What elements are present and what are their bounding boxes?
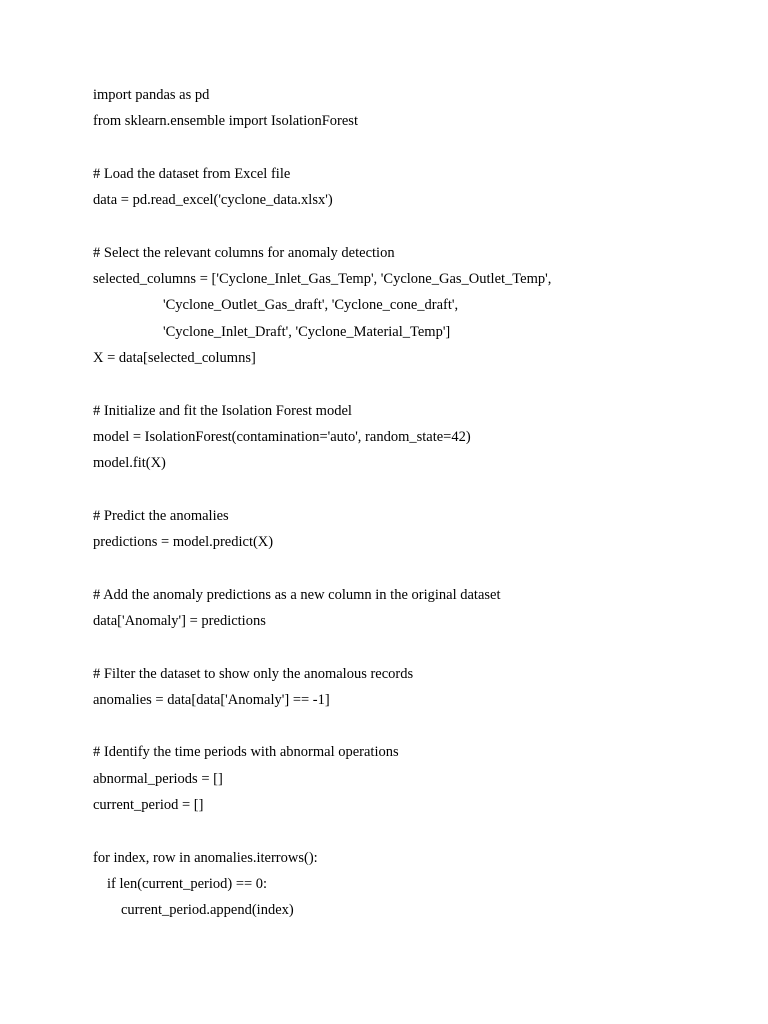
- code-block: [93, 82, 713, 924]
- blank-line: [93, 135, 713, 161]
- code-comment-identify-periods: # Identify the time periods with abnormal operations: [93, 744, 399, 761]
- code-line-import-isolationforest: from sklearn.ensemble import IsolationForest: [93, 113, 358, 130]
- code-comment-initialize-model: # Initialize and fit the Isolation Forest model: [93, 402, 352, 419]
- code-line-for-loop: for index, row in anomalies.iterrows():: [93, 849, 318, 866]
- code-comment-predict: # Predict the anomalies: [93, 507, 229, 524]
- code-line-selected-columns-cont-2: 'Cyclone_Inlet_Draft', 'Cyclone_Material_Temp']: [163, 323, 451, 340]
- code-line-predictions: predictions = model.predict(X): [93, 534, 274, 551]
- blank-line: [93, 818, 713, 844]
- code-line-abnormal-periods: abnormal_periods = []: [93, 770, 223, 787]
- blank-line: [93, 713, 713, 739]
- blank-line: [93, 555, 713, 581]
- blank-line: [93, 213, 713, 239]
- code-line-model-init: model = IsolationForest(contamination='auto', random_state=42): [93, 428, 471, 445]
- blank-line: [93, 476, 713, 502]
- code-line-anomalies: anomalies = data[data['Anomaly'] == -1]: [93, 691, 330, 708]
- blank-line: [93, 634, 713, 660]
- code-line-x-assign: X = data[selected_columns]: [93, 349, 256, 366]
- code-comment-load-dataset: # Load the dataset from Excel file: [93, 165, 291, 182]
- code-line-current-period: current_period = []: [93, 797, 204, 814]
- code-line-model-fit: model.fit(X): [93, 455, 166, 472]
- code-line-import-pandas: import pandas as pd: [93, 87, 210, 103]
- code-line-selected-columns: selected_columns = ['Cyclone_Inlet_Gas_Temp', 'Cyclone_Gas_Outlet_Temp',: [93, 271, 552, 288]
- code-line-if-len: if len(current_period) == 0:: [107, 875, 268, 892]
- code-line-append-index: current_period.append(index): [121, 902, 294, 919]
- blank-line: [93, 371, 713, 397]
- code-line-read-excel: data = pd.read_excel('cyclone_data.xlsx'): [93, 192, 333, 209]
- code-line-anomaly-column: data['Anomaly'] = predictions: [93, 612, 266, 629]
- code-comment-select-columns: # Select the relevant columns for anomaly detection: [93, 244, 395, 261]
- code-comment-add-column: # Add the anomaly predictions as a new column in the original dataset: [93, 586, 501, 603]
- code-line-selected-columns-cont-1: 'Cyclone_Outlet_Gas_draft', 'Cyclone_cone_draft',: [163, 297, 459, 314]
- code-comment-filter: # Filter the dataset to show only the anomalous records: [93, 665, 414, 682]
